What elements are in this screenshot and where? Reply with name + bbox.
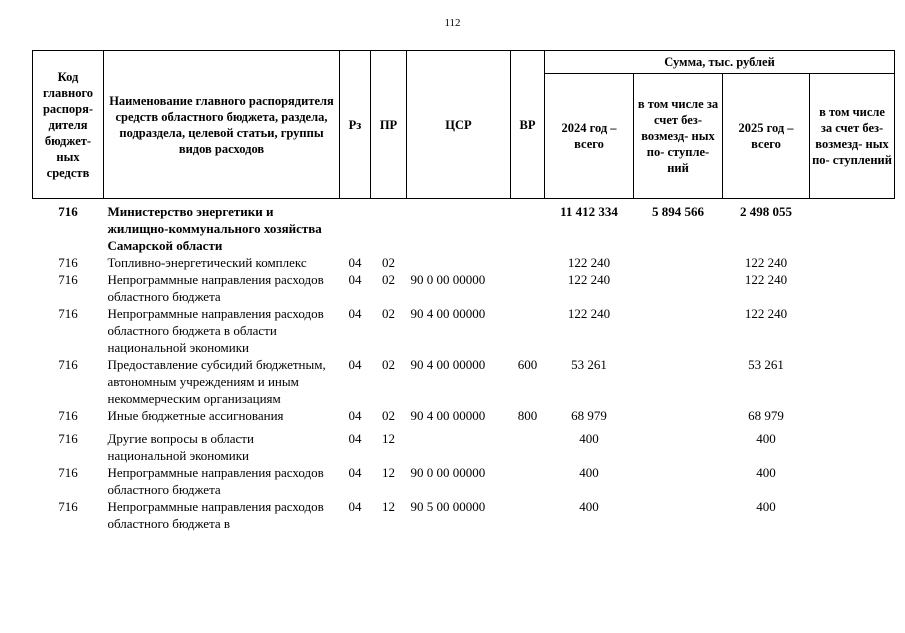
cell-2024-total: 122 240: [567, 255, 611, 270]
table-row: [33, 424, 895, 464]
cell-code: 716: [58, 255, 78, 270]
cell-2025-total: 400: [756, 499, 776, 514]
cell-rz: [340, 199, 371, 255]
header-pr: ПР: [371, 51, 407, 199]
cell-2024-total: 122 240: [567, 306, 611, 321]
cell-csr: 90 4 00 00000: [410, 357, 486, 372]
header-2024-free: в том числе за счет без- возмезд- ных по- ступле- ний: [634, 74, 723, 199]
cell-2025-free: [810, 407, 895, 424]
cell-2025-total: 53 261: [748, 357, 784, 372]
cell-2024-free: [634, 407, 723, 424]
page-number: 112: [444, 17, 461, 29]
cell-vr: 600: [517, 357, 538, 372]
table-body: [33, 199, 895, 533]
cell-pr: 02: [382, 272, 395, 287]
cell-2025-total: 122 240: [744, 272, 788, 287]
table-row: [33, 254, 895, 271]
cell-2025-total: 122 240: [744, 306, 788, 321]
header-2024-total: 2024 год – всего: [545, 74, 634, 199]
cell-rz: 04: [348, 499, 362, 514]
cell-vr: [511, 199, 545, 255]
cell-2025-total: 122 240: [744, 255, 788, 270]
cell-code: 716: [58, 204, 78, 219]
cell-vr: [511, 271, 545, 305]
cell-2024-total: 11 412 334: [560, 204, 618, 219]
cell-name: Министерство энергетики и жилищно-коммунального хозяйства Самарской области: [107, 204, 322, 253]
cell-pr: 12: [382, 499, 395, 514]
header-name: Наименование главного распорядителя средств областного бюджета, раздела, подраздела, целевой статьи, группы видов расходов: [104, 51, 340, 199]
cell-vr: [511, 424, 545, 464]
cell-vr: [511, 498, 545, 532]
cell-pr: 12: [382, 465, 395, 480]
cell-code: 716: [58, 465, 78, 480]
cell-2025-total: 400: [756, 465, 776, 480]
table-row: [33, 498, 895, 532]
cell-2025-free: [810, 464, 895, 498]
cell-code: 716: [58, 357, 78, 372]
cell-vr: [511, 254, 545, 271]
header-csr: ЦСР: [407, 51, 511, 199]
cell-rz: 04: [348, 272, 362, 287]
cell-rz: 04: [348, 255, 362, 270]
cell-code: 716: [58, 272, 78, 287]
cell-vr: [511, 305, 545, 356]
cell-rz: 04: [348, 306, 362, 321]
table-row: [33, 305, 895, 356]
cell-2025-free: [810, 305, 895, 356]
cell-name: Предоставление субсидий бюджетным, автономным учреждениям и иным некоммерческим организациям: [107, 357, 326, 406]
cell-code: 716: [58, 408, 78, 423]
cell-2024-free: [634, 271, 723, 305]
cell-name: Непрограммные направления расходов областного бюджета в: [107, 499, 324, 531]
cell-csr: [407, 199, 511, 255]
cell-2024-free: [634, 464, 723, 498]
cell-name: Непрограммные направления расходов областного бюджета: [107, 272, 324, 304]
cell-name: Непрограммные направления расходов областного бюджета: [107, 465, 324, 497]
cell-name: Топливно-энергетический комплекс: [107, 255, 307, 270]
cell-2024-total: 122 240: [567, 272, 611, 287]
table-row: [33, 407, 895, 424]
cell-2024-free: [634, 356, 723, 407]
cell-2025-free: [810, 199, 895, 255]
cell-pr: 02: [382, 357, 395, 372]
table-row: [33, 464, 895, 498]
cell-pr: 12: [382, 431, 395, 446]
cell-name: Другие вопросы в области национальной экономики: [107, 431, 254, 463]
cell-csr: 90 4 00 00000: [410, 408, 486, 423]
header-code: Код главного распоря- дителя бюджет- ных средств: [33, 51, 104, 199]
header-2025-free: в том числе за счет без- возмезд- ных по- ступлений: [810, 74, 895, 199]
cell-pr: 02: [382, 255, 395, 270]
cell-2025-free: [810, 254, 895, 271]
cell-2024-free: [634, 424, 723, 464]
cell-2024-total: 400: [579, 465, 599, 480]
cell-pr: [371, 199, 407, 255]
cell-csr: 90 0 00 00000: [410, 465, 486, 480]
cell-code: 716: [58, 431, 78, 446]
cell-2025-total: 2 498 055: [740, 204, 792, 219]
header-rz: Рз: [340, 51, 371, 199]
header-vr: ВР: [511, 51, 545, 199]
cell-csr: [407, 254, 511, 271]
cell-rz: 04: [348, 431, 362, 446]
cell-csr: 90 4 00 00000: [410, 306, 486, 321]
cell-csr: 90 0 00 00000: [410, 272, 486, 287]
cell-rz: 04: [348, 357, 362, 372]
cell-2024-free: [634, 305, 723, 356]
cell-code: 716: [58, 306, 78, 321]
cell-2024-free: [634, 498, 723, 532]
cell-2025-free: [810, 498, 895, 532]
cell-2025-total: 400: [756, 431, 776, 446]
cell-code: 716: [58, 499, 78, 514]
cell-csr: 90 5 00 00000: [410, 499, 486, 514]
header-sum: Сумма, тыс. рублей: [545, 51, 895, 74]
cell-rz: 04: [348, 465, 362, 480]
cell-2025-free: [810, 271, 895, 305]
cell-2025-free: [810, 356, 895, 407]
cell-2024-total: 53 261: [571, 357, 607, 372]
cell-2025-total: 68 979: [748, 408, 784, 423]
budget-table: [32, 50, 895, 532]
cell-2024-total: 400: [579, 499, 599, 514]
cell-2024-free: 5 894 566: [652, 204, 704, 219]
cell-name: Непрограммные направления расходов областного бюджета в области национальной экономики: [107, 306, 324, 355]
cell-2024-free: [634, 254, 723, 271]
cell-name: Иные бюджетные ассигнования: [107, 408, 284, 423]
header-2025-total: 2025 год – всего: [723, 74, 810, 199]
cell-2025-free: [810, 424, 895, 464]
table-row: [33, 271, 895, 305]
table-row: [33, 356, 895, 407]
table-row: [33, 199, 895, 255]
cell-2024-total: 400: [579, 431, 599, 446]
cell-vr: 800: [517, 408, 538, 423]
cell-pr: 02: [382, 408, 395, 423]
cell-csr: [407, 424, 511, 464]
cell-vr: [511, 464, 545, 498]
cell-rz: 04: [348, 408, 362, 423]
cell-2024-total: 68 979: [571, 408, 607, 423]
cell-pr: 02: [382, 306, 395, 321]
